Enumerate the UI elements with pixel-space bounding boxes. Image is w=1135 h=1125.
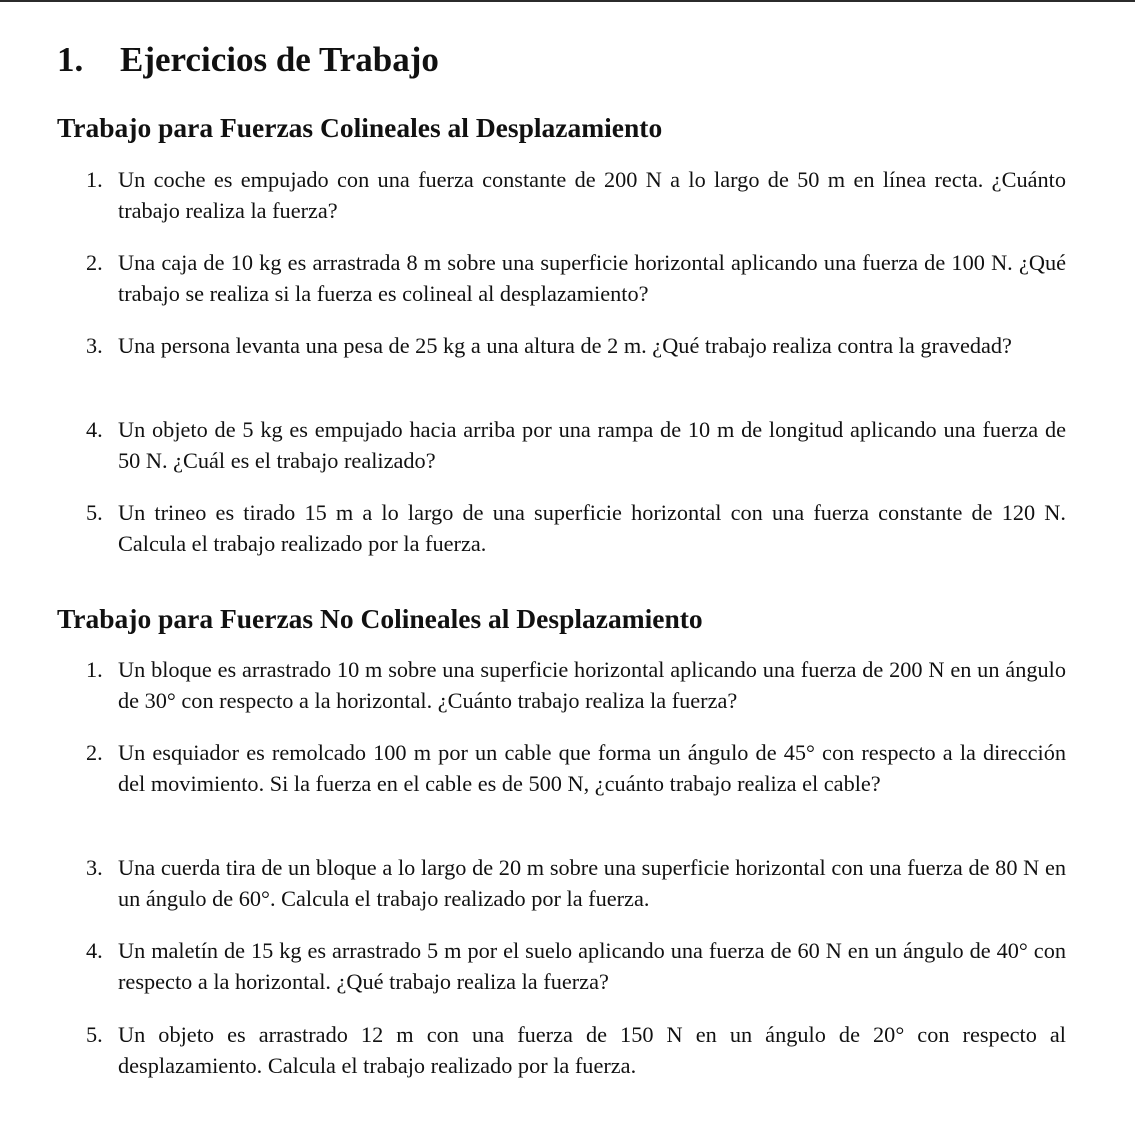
problem-number: 2. bbox=[86, 740, 103, 765]
problem-item bbox=[86, 852, 1066, 914]
problem-item bbox=[86, 1019, 1066, 1081]
chapter-title-text: Ejercicios de Trabajo bbox=[120, 40, 439, 79]
problem-item bbox=[86, 737, 1066, 799]
problem-number: 4. bbox=[86, 417, 103, 442]
problem-text: Un esquiador es remolcado 100 m por un cable que forma un ángulo de 45° con respecto a la dirección del movimiento. Si la fuerza en el cable es de 500 N, ¿cuánto trabajo realiza el cable? bbox=[118, 740, 1066, 796]
problem-item bbox=[86, 330, 1066, 361]
problem-text: Un objeto es arrastrado 12 m con una fuerza de 150 N en un ángulo de 20° con respecto al desplazamiento. Calcula el trabajo realizado por la fuerza. bbox=[118, 1022, 1066, 1078]
problem-text: Un objeto de 5 kg es empujado hacia arriba por una rampa de 10 m de longitud aplicando una fuerza de 50 N. ¿Cuál es el trabajo realizado? bbox=[118, 417, 1066, 473]
problem-text: Un coche es empujado con una fuerza constante de 200 N a lo largo de 50 m en línea recta. ¿Cuánto trabajo realiza la fuerza? bbox=[118, 167, 1066, 223]
chapter-number: 1. bbox=[57, 40, 84, 79]
problem-text: Un maletín de 15 kg es arrastrado 5 m por el suelo aplicando una fuerza de 60 N en un ángulo de 40° con respecto a la horizontal. ¿Qué trabajo realiza la fuerza? bbox=[118, 938, 1066, 994]
problem-number: 4. bbox=[86, 938, 103, 963]
problem-item bbox=[86, 497, 1066, 559]
section-title-colineales: Trabajo para Fuerzas Colineales al Desplazamiento bbox=[57, 112, 663, 143]
problem-number: 5. bbox=[86, 500, 103, 525]
section-title-no-colineales: Trabajo para Fuerzas No Colineales al Desplazamiento bbox=[57, 603, 703, 634]
problem-item bbox=[86, 654, 1066, 716]
problem-number: 3. bbox=[86, 855, 103, 880]
chapter-title bbox=[57, 38, 439, 82]
problem-item bbox=[86, 935, 1066, 997]
problem-item bbox=[86, 247, 1066, 309]
problem-text: Una persona levanta una pesa de 25 kg a una altura de 2 m. ¿Qué trabajo realiza contra la gravedad? bbox=[118, 333, 1012, 358]
problem-number: 5. bbox=[86, 1022, 103, 1047]
problem-number: 1. bbox=[86, 167, 103, 192]
problem-text: Un trineo es tirado 15 m a lo largo de una superficie horizontal con una fuerza constante de 120 N. Calcula el trabajo realizado por la fuerza. bbox=[118, 500, 1066, 556]
problem-text: Un bloque es arrastrado 10 m sobre una superficie horizontal aplicando una fuerza de 200 N en un ángulo de 30° con respecto a la horizontal. ¿Cuánto trabajo realiza la fuerza? bbox=[118, 657, 1066, 713]
problem-number: 1. bbox=[86, 657, 103, 682]
problem-text: Una cuerda tira de un bloque a lo largo de 20 m sobre una superficie horizontal con una fuerza de 80 N en un ángulo de 60°. Calcula el trabajo realizado por la fuerza. bbox=[118, 855, 1066, 911]
problem-number: 3. bbox=[86, 333, 103, 358]
problem-item bbox=[86, 414, 1066, 476]
problem-item bbox=[86, 164, 1066, 226]
problem-text: Una caja de 10 kg es arrastrada 8 m sobre una superficie horizontal aplicando una fuerza de 100 N. ¿Qué trabajo se realiza si la fuerza es colineal al desplazamiento? bbox=[118, 250, 1066, 306]
problem-number: 2. bbox=[86, 250, 103, 275]
